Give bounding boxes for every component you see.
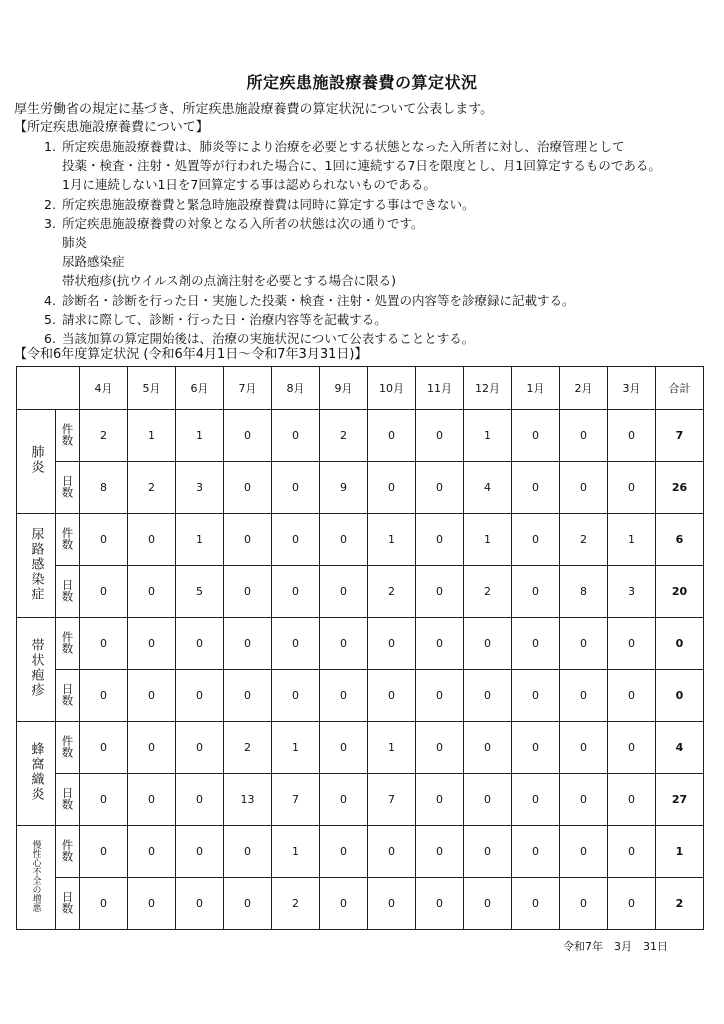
value-cell: 0 bbox=[128, 774, 176, 826]
table-row bbox=[17, 462, 704, 514]
metric-label-cell bbox=[56, 514, 80, 566]
metric-label: 日数 bbox=[60, 786, 75, 810]
value-cell: 1 bbox=[368, 514, 416, 566]
value-cell: 0 bbox=[368, 410, 416, 462]
value-cell: 2 bbox=[320, 410, 368, 462]
list-item: 3. 所定疾患施設療養費の対象となる入所者の状態は次の通りです。 bbox=[44, 215, 424, 231]
value-cell: 0 bbox=[608, 670, 656, 722]
value-cell: 1 bbox=[368, 722, 416, 774]
value-cell: 0 bbox=[272, 462, 320, 514]
metric-label: 件数 bbox=[60, 630, 75, 654]
table-row bbox=[17, 774, 704, 826]
column-header: 12月 bbox=[464, 367, 512, 410]
value-cell: 0 bbox=[224, 878, 272, 930]
metric-label: 日数 bbox=[60, 890, 75, 914]
section-heading: 【所定疾患施設療養費について】 bbox=[14, 120, 209, 135]
value-cell: 1 bbox=[176, 514, 224, 566]
condition-item: 帯状疱疹(抗ウイルス剤の点滴注射を必要とする場合に限る) bbox=[62, 273, 397, 289]
value-cell: 1 bbox=[464, 410, 512, 462]
value-cell: 0 bbox=[320, 618, 368, 670]
value-cell: 0 bbox=[416, 774, 464, 826]
value-cell: 0 bbox=[128, 566, 176, 618]
column-header: 9月 bbox=[320, 367, 368, 410]
value-cell: 0 bbox=[128, 670, 176, 722]
value-cell: 0 bbox=[176, 774, 224, 826]
value-cell: 0 bbox=[608, 462, 656, 514]
value-cell: 2 bbox=[368, 566, 416, 618]
value-cell: 0 bbox=[80, 566, 128, 618]
value-cell: 0 bbox=[512, 722, 560, 774]
column-header: 2月 bbox=[560, 367, 608, 410]
column-header: 3月 bbox=[608, 367, 656, 410]
value-cell: 0 bbox=[512, 826, 560, 878]
value-cell: 0 bbox=[560, 774, 608, 826]
metric-label-cell bbox=[56, 670, 80, 722]
metric-label: 件数 bbox=[60, 422, 75, 446]
value-cell: 0 bbox=[608, 410, 656, 462]
value-cell: 0 bbox=[416, 410, 464, 462]
metric-label: 日数 bbox=[60, 578, 75, 602]
table-row bbox=[17, 514, 704, 566]
value-cell: 0 bbox=[176, 826, 224, 878]
value-cell: 0 bbox=[416, 462, 464, 514]
value-cell: 0 bbox=[80, 618, 128, 670]
value-cell: 0 bbox=[272, 514, 320, 566]
list-item: 1. 所定疾患施設療養費は、肺炎等により治療を必要とする状態となった入所者に対し、治療管理として bbox=[44, 139, 625, 154]
list-item: 5. 請求に際して、診断・行った日・治療内容等を記載する。 bbox=[44, 311, 387, 327]
column-header: 合計 bbox=[656, 367, 704, 410]
value-cell: 0 bbox=[176, 722, 224, 774]
metric-label-cell bbox=[56, 462, 80, 514]
value-cell: 0 bbox=[560, 618, 608, 670]
value-cell: 0 bbox=[416, 722, 464, 774]
value-cell: 0 bbox=[560, 878, 608, 930]
value-cell: 8 bbox=[560, 566, 608, 618]
total-cell: 4 bbox=[656, 722, 704, 774]
value-cell: 0 bbox=[128, 618, 176, 670]
value-cell: 7 bbox=[368, 774, 416, 826]
value-cell: 0 bbox=[608, 878, 656, 930]
value-cell: 0 bbox=[128, 722, 176, 774]
value-cell: 0 bbox=[224, 514, 272, 566]
total-cell: 0 bbox=[656, 670, 704, 722]
value-cell: 0 bbox=[224, 462, 272, 514]
metric-label-cell bbox=[56, 826, 80, 878]
value-cell: 1 bbox=[464, 514, 512, 566]
value-cell: 9 bbox=[320, 462, 368, 514]
disease-name: 慢性心不全の増悪 bbox=[30, 840, 41, 912]
value-cell: 0 bbox=[512, 670, 560, 722]
rules-list bbox=[44, 137, 661, 348]
disease-name: 尿路感染症 bbox=[28, 526, 44, 602]
total-cell: 0 bbox=[656, 618, 704, 670]
disease-name: 肺炎 bbox=[28, 445, 44, 475]
value-cell: 0 bbox=[608, 722, 656, 774]
header-corner-cell bbox=[17, 367, 80, 410]
value-cell: 0 bbox=[416, 826, 464, 878]
value-cell: 0 bbox=[128, 514, 176, 566]
value-cell: 4 bbox=[464, 462, 512, 514]
column-header: 4月 bbox=[80, 367, 128, 410]
value-cell: 2 bbox=[80, 410, 128, 462]
metric-label-cell bbox=[56, 410, 80, 462]
value-cell: 0 bbox=[368, 618, 416, 670]
value-cell: 2 bbox=[560, 514, 608, 566]
value-cell: 0 bbox=[80, 670, 128, 722]
value-cell: 0 bbox=[512, 462, 560, 514]
disease-name-cell bbox=[17, 410, 56, 514]
table-row bbox=[17, 722, 704, 774]
document-date: 令和7年 3月 31日 bbox=[563, 940, 668, 953]
value-cell: 0 bbox=[464, 618, 512, 670]
value-cell: 0 bbox=[560, 410, 608, 462]
disease-name: 蜂窩織炎 bbox=[28, 742, 44, 802]
value-cell: 8 bbox=[80, 462, 128, 514]
value-cell: 0 bbox=[272, 566, 320, 618]
metric-label: 日数 bbox=[60, 474, 75, 498]
value-cell: 0 bbox=[608, 826, 656, 878]
value-cell: 13 bbox=[224, 774, 272, 826]
metric-label-cell bbox=[56, 878, 80, 930]
value-cell: 0 bbox=[368, 670, 416, 722]
value-cell: 0 bbox=[560, 722, 608, 774]
value-cell: 7 bbox=[272, 774, 320, 826]
total-cell: 20 bbox=[656, 566, 704, 618]
value-cell: 0 bbox=[464, 878, 512, 930]
metric-label: 件数 bbox=[60, 734, 75, 758]
column-header: 5月 bbox=[128, 367, 176, 410]
disease-name-cell bbox=[17, 722, 56, 826]
total-cell: 1 bbox=[656, 826, 704, 878]
value-cell: 0 bbox=[224, 410, 272, 462]
disease-name-cell bbox=[17, 826, 56, 930]
value-cell: 0 bbox=[464, 826, 512, 878]
value-cell: 0 bbox=[560, 670, 608, 722]
metric-label: 日数 bbox=[60, 682, 75, 706]
column-header: 1月 bbox=[512, 367, 560, 410]
value-cell: 0 bbox=[224, 566, 272, 618]
value-cell: 0 bbox=[368, 826, 416, 878]
value-cell: 0 bbox=[416, 878, 464, 930]
list-item: 4. 診断名・診断を行った日・実施した投薬・検査・注射・処置の内容等を診療録に記載する。 bbox=[44, 292, 575, 308]
value-cell: 0 bbox=[320, 722, 368, 774]
value-cell: 0 bbox=[176, 670, 224, 722]
value-cell: 1 bbox=[176, 410, 224, 462]
value-cell: 0 bbox=[608, 774, 656, 826]
table-header-row bbox=[17, 367, 704, 410]
column-header: 6月 bbox=[176, 367, 224, 410]
value-cell: 0 bbox=[80, 826, 128, 878]
value-cell: 0 bbox=[320, 566, 368, 618]
value-cell: 0 bbox=[224, 670, 272, 722]
value-cell: 0 bbox=[464, 774, 512, 826]
total-cell: 6 bbox=[656, 514, 704, 566]
total-cell: 2 bbox=[656, 878, 704, 930]
value-cell: 0 bbox=[320, 774, 368, 826]
value-cell: 0 bbox=[512, 566, 560, 618]
value-cell: 0 bbox=[368, 878, 416, 930]
value-cell: 0 bbox=[608, 618, 656, 670]
table-row bbox=[17, 566, 704, 618]
value-cell: 1 bbox=[272, 722, 320, 774]
metric-label: 件数 bbox=[60, 526, 75, 550]
value-cell: 0 bbox=[464, 722, 512, 774]
value-cell: 0 bbox=[272, 410, 320, 462]
value-cell: 0 bbox=[320, 514, 368, 566]
condition-item: 尿路感染症 bbox=[62, 254, 125, 270]
column-header: 7月 bbox=[224, 367, 272, 410]
value-cell: 0 bbox=[176, 618, 224, 670]
table-row bbox=[17, 878, 704, 930]
total-cell: 27 bbox=[656, 774, 704, 826]
value-cell: 2 bbox=[464, 566, 512, 618]
metric-label-cell bbox=[56, 722, 80, 774]
value-cell: 1 bbox=[128, 410, 176, 462]
total-cell: 7 bbox=[656, 410, 704, 462]
metric-label-cell bbox=[56, 566, 80, 618]
value-cell: 1 bbox=[608, 514, 656, 566]
page-title: 所定疾患施設療養費の算定状況 bbox=[246, 73, 478, 92]
value-cell: 0 bbox=[320, 670, 368, 722]
value-cell: 0 bbox=[512, 618, 560, 670]
list-item: 6. 当該加算の算定開始後は、治療の実施状況について公表することとする。 bbox=[44, 331, 475, 347]
disease-name-cell bbox=[17, 514, 56, 618]
value-cell: 1 bbox=[272, 826, 320, 878]
metric-label: 件数 bbox=[60, 838, 75, 862]
value-cell: 0 bbox=[320, 878, 368, 930]
total-cell: 26 bbox=[656, 462, 704, 514]
metric-label-cell bbox=[56, 618, 80, 670]
condition-item: 肺炎 bbox=[62, 235, 88, 251]
column-header: 8月 bbox=[272, 367, 320, 410]
value-cell: 0 bbox=[416, 670, 464, 722]
value-cell: 0 bbox=[80, 722, 128, 774]
value-cell: 0 bbox=[416, 566, 464, 618]
table-row bbox=[17, 410, 704, 462]
table-row bbox=[17, 618, 704, 670]
value-cell: 0 bbox=[176, 878, 224, 930]
disease-name: 帯状疱疹 bbox=[28, 638, 44, 698]
value-cell: 5 bbox=[176, 566, 224, 618]
value-cell: 0 bbox=[512, 410, 560, 462]
value-cell: 0 bbox=[128, 826, 176, 878]
value-cell: 0 bbox=[224, 618, 272, 670]
table-row bbox=[17, 670, 704, 722]
value-cell: 3 bbox=[608, 566, 656, 618]
value-cell: 0 bbox=[416, 618, 464, 670]
list-item-continuation: 投薬・検査・注射・処置等が行われた場合に、1回に連続する7日を限度とし、月1回算定するものである。 bbox=[62, 158, 661, 174]
value-cell: 0 bbox=[128, 878, 176, 930]
value-cell: 0 bbox=[368, 462, 416, 514]
value-cell: 3 bbox=[176, 462, 224, 514]
column-header: 10月 bbox=[368, 367, 416, 410]
value-cell: 0 bbox=[416, 514, 464, 566]
value-cell: 0 bbox=[272, 618, 320, 670]
value-cell: 0 bbox=[320, 826, 368, 878]
table-row bbox=[17, 826, 704, 878]
value-cell: 0 bbox=[512, 514, 560, 566]
disease-name-cell bbox=[17, 618, 56, 722]
value-cell: 0 bbox=[512, 774, 560, 826]
value-cell: 0 bbox=[464, 670, 512, 722]
column-header: 11月 bbox=[416, 367, 464, 410]
value-cell: 2 bbox=[272, 878, 320, 930]
stats-table bbox=[16, 366, 704, 930]
value-cell: 0 bbox=[80, 774, 128, 826]
value-cell: 0 bbox=[224, 826, 272, 878]
table-heading: 【令和6年度算定状況 (令和6年4月1日～令和7年3月31日)】 bbox=[14, 347, 368, 362]
intro-text: 厚生労働省の規定に基づき、所定疾患施設療養費の算定状況について公表します。 bbox=[14, 102, 494, 117]
value-cell: 0 bbox=[560, 826, 608, 878]
value-cell: 0 bbox=[272, 670, 320, 722]
value-cell: 2 bbox=[224, 722, 272, 774]
value-cell: 0 bbox=[80, 878, 128, 930]
list-item-continuation: 1月に連続しない1日を7回算定する事は認められないものである。 bbox=[62, 177, 436, 193]
metric-label-cell bbox=[56, 774, 80, 826]
value-cell: 0 bbox=[512, 878, 560, 930]
value-cell: 0 bbox=[560, 462, 608, 514]
list-item: 2. 所定疾患施設療養費と緊急時施設療養費は同時に算定する事はできない。 bbox=[44, 196, 475, 212]
value-cell: 2 bbox=[128, 462, 176, 514]
value-cell: 0 bbox=[80, 514, 128, 566]
